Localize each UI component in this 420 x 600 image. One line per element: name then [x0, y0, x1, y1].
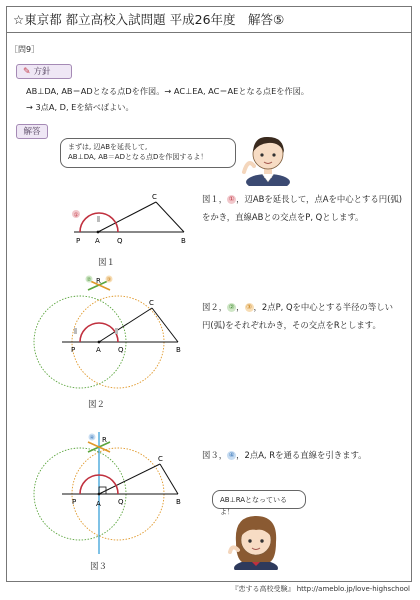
- fig2-label-b: B: [176, 346, 181, 354]
- figure-3: [22, 428, 200, 558]
- boy-speech-bubble: [60, 138, 236, 168]
- figure-3-caption: 図３: [90, 562, 108, 572]
- fig3-label-a: A: [96, 500, 101, 508]
- figure-1-caption: 図１: [98, 258, 116, 268]
- fig2-label-p: P: [71, 346, 76, 354]
- step-2-prefix: 図２，: [202, 302, 228, 312]
- line-cb: [156, 202, 184, 232]
- fig3-marker-four: ④: [89, 435, 95, 442]
- fig3-label-c: C: [158, 455, 163, 463]
- step-2-line-1: ，2点P, Qを中心とする半径の等しい: [253, 302, 394, 312]
- fig1-label-b: B: [181, 237, 186, 245]
- arc-one: [80, 213, 118, 232]
- fig2-label-a: A: [96, 346, 101, 354]
- step-1-text: [202, 190, 402, 226]
- fig2-label-r: R: [96, 277, 101, 285]
- figure-2-caption: 図２: [88, 400, 106, 410]
- fig1-label-c: C: [152, 193, 157, 201]
- figure-2: [22, 270, 200, 396]
- houshin-label: 方針: [33, 67, 51, 77]
- step-1-num: ①: [228, 195, 235, 203]
- houshin-tag: [16, 64, 72, 79]
- question-number: ［問9］: [10, 45, 40, 54]
- fig1-marker-one: ①: [73, 212, 79, 219]
- fig3-label-q: Q: [118, 498, 124, 506]
- step-3-num: ④: [228, 451, 235, 459]
- step-3-line-1: ，2点A, Rを通る直線を引きます。: [236, 450, 367, 460]
- step-1-prefix: 図１，: [202, 194, 228, 204]
- fig1-label-q: Q: [117, 237, 123, 245]
- pencil-icon: ✎: [23, 67, 31, 77]
- step-2-num-a: ②: [228, 303, 235, 311]
- kaitou-tag: 解答: [16, 124, 48, 139]
- step-3-text: [202, 446, 367, 464]
- figure-1: [60, 186, 200, 256]
- fig3-label-r: R: [102, 436, 107, 444]
- boy-bubble-line-1: まずは, 辺ABを延長して,: [68, 143, 148, 151]
- fig3-label-b: B: [176, 498, 181, 506]
- step-1-line-1: ，辺ABを延長して，点Aを中心とする円(弧): [236, 194, 403, 204]
- girl-illustration: [226, 508, 286, 570]
- fig1-label-p: P: [76, 237, 81, 245]
- fig1-label-a: A: [95, 237, 100, 245]
- fig3-label-p: P: [72, 498, 77, 506]
- policy-line-1: AB⊥DA, AB＝ADとなる点Dを作図。→ AC⊥EA, AC＝AEとなる点Eを作図。: [26, 86, 309, 96]
- girl-speech-bubble: AB⊥RAとなっているよ！: [212, 490, 306, 509]
- fig2-marker-three: ③: [106, 277, 112, 284]
- page-title: ☆東京都 都立高校入試問題 平成26年度 解答⑤: [7, 7, 411, 33]
- step-3-prefix: 図３，: [202, 450, 228, 460]
- line-ac: [98, 202, 156, 232]
- policy-line-2: → 3点A, D, Eを結べばよい。: [26, 102, 134, 112]
- boy-bubble-line-2: AB⊥DA, AB＝ADとなる点Dを作図するよ！: [68, 153, 208, 161]
- step-2-text: 図２， ② ， ③ ，2点P, Qを中心とする半径の等しい 円(弧)をそれぞれかき，その交点をRとします。: [202, 298, 393, 334]
- step-1-line-2: をかき，直線ABとの交点をP, Qとします。: [202, 212, 364, 222]
- step-2-num-b: ③: [246, 303, 252, 311]
- boy-illustration: [240, 128, 296, 186]
- fig2-marker-two: ②: [86, 277, 92, 284]
- fig2-label-c: C: [149, 299, 154, 307]
- fig2-label-q: Q: [118, 346, 124, 354]
- step-2-line-2: 円(弧)をそれぞれかき，その交点をRとします。: [202, 320, 381, 330]
- footer-credit: 『恋する高校受験』 http://ameblo.jp/love-highschool: [231, 585, 410, 593]
